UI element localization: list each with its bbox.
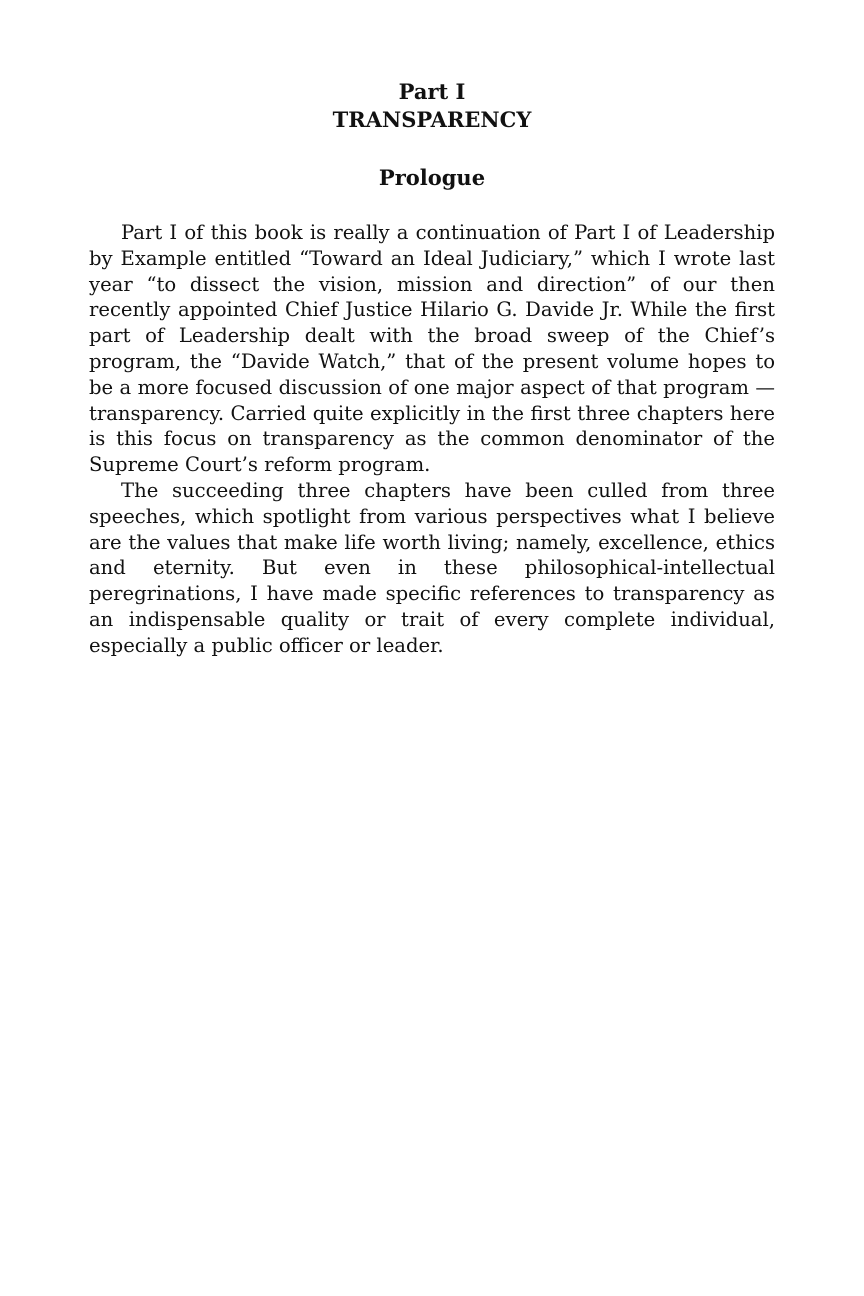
body-text [89,220,775,659]
section-title: Prologue [378,165,486,190]
document-page [89,78,775,659]
paragraph-1: Part I of this book is really a continuation of Part I of Leadership by Example entitled “Toward an Ideal Judiciary,” which I wrote last year “to dissect the vision, mission and direction” of our then recently appointed Chief Justice Hilario G. Davide Jr. While the first part of Leadership dealt with the broad sweep of the Chief’s program, the “Davide Watch,” that of the present volume hopes to be a more focused discussion of one major aspect of that program — transparency. Carried quite explicitly in the first three chapters here is this focus on transparency as the common denominator of the Supreme Court’s reform program. [89,221,775,477]
part-label: Part I [398,79,466,104]
part-title: TRANSPARENCY [332,107,532,132]
paragraph-2: The succeeding three chapters have been culled from three speeches, which spotlight from various perspectives what I believe are the values that make life worth living; namely, excellence, ethics and eternity. But even in these philosophical-intellectual peregrinations, I have made specific references to transparency as an indispensable quality or trait of every complete individual, especially a public officer or leader. [89,478,775,657]
